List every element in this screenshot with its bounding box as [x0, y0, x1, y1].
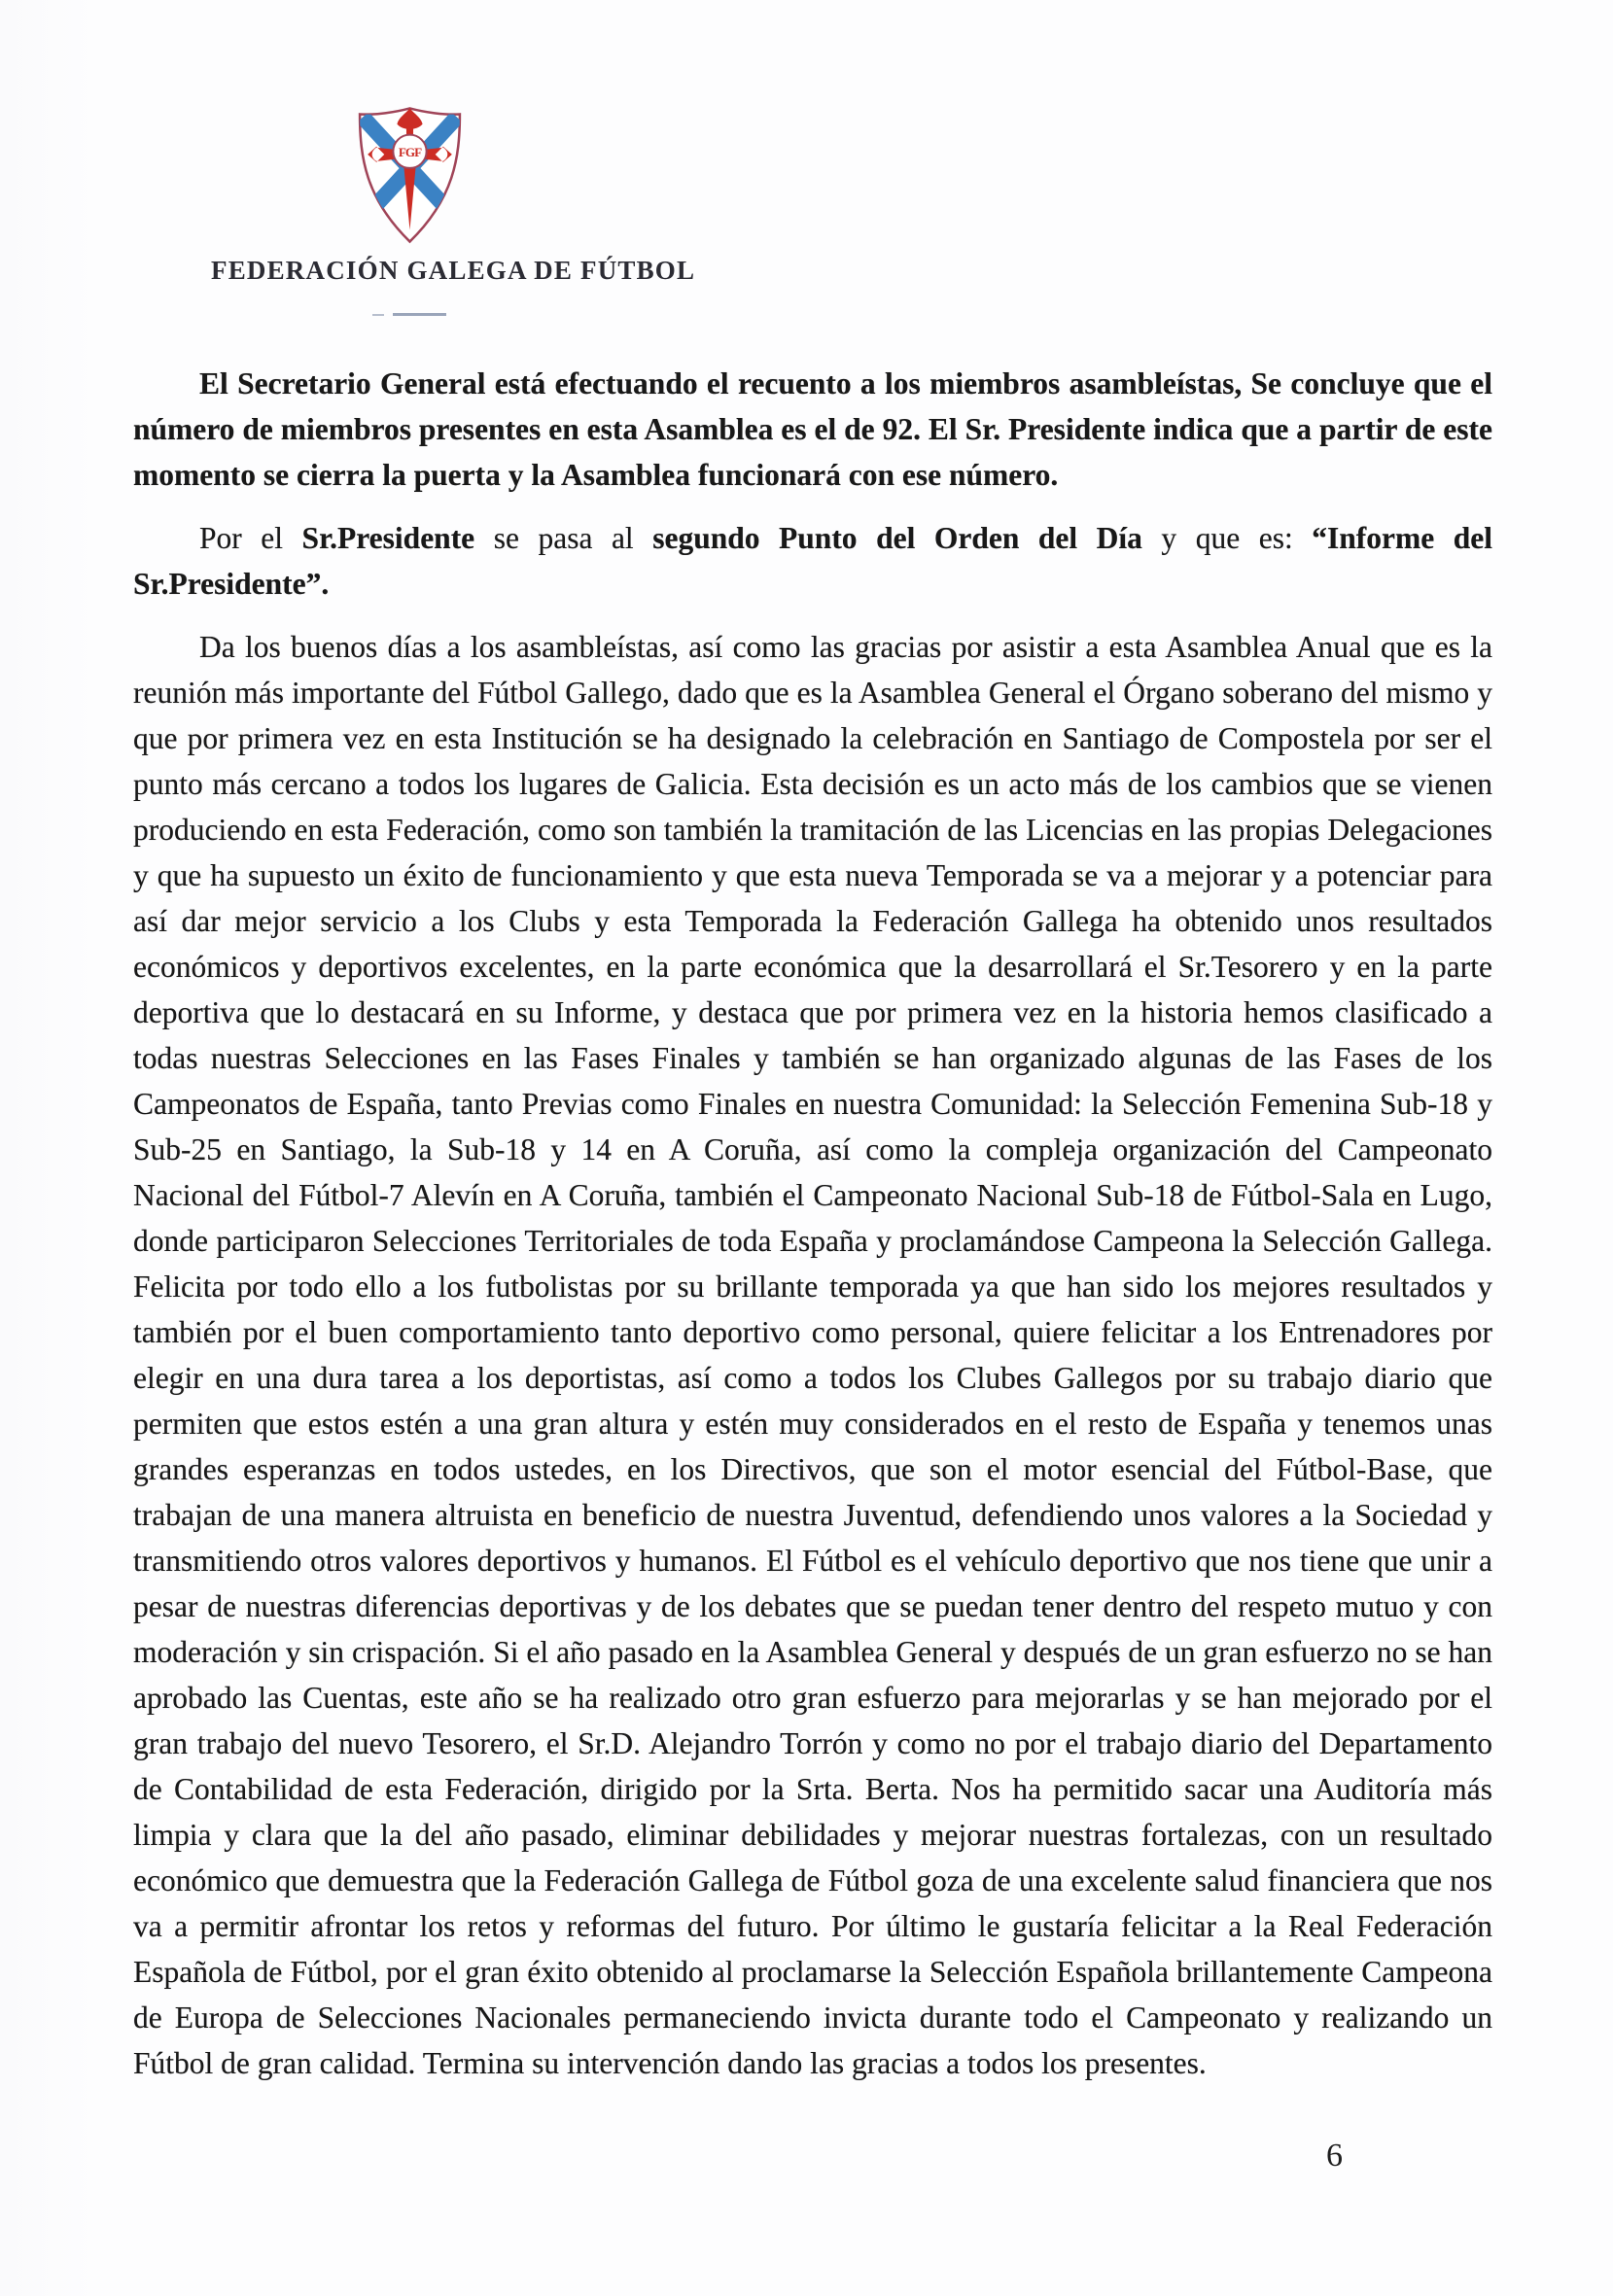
- divider-mark: [372, 314, 384, 316]
- text-run: segundo Punto del Orden del Día: [652, 521, 1142, 555]
- page-number: 6: [1326, 2138, 1343, 2174]
- divider-mark: [393, 313, 446, 316]
- fgf-crest-logo: [351, 103, 469, 247]
- org-name-header: FEDERACIÓN GALEGA DE FÚTBOL: [211, 256, 696, 285]
- header-divider: [372, 313, 450, 317]
- text-run: “Informe del Sr.Presidente”.: [133, 521, 1492, 601]
- text-run: se pasa al: [474, 521, 653, 555]
- text-run: Por el: [199, 521, 302, 555]
- text-run: y que es:: [1141, 521, 1313, 555]
- paragraph: [133, 361, 1492, 498]
- text-run: El Secretario General está efectuando el recuento a los miembros asambleístas, Se concluye que el número de miembros presentes en esta Asamblea es el de 92. El Sr. Presidente indica que a partir de este momento se cierra la puerta y la Asamblea funcionará con ese número.: [133, 366, 1492, 492]
- text-run: Da los buenos días a los asambleístas, así como las gracias por asistir a esta Asamblea Anual que es la reunión más importante del Fútbol Gallego, dado que es la Asamblea General el Órgano soberano del mismo y que por primera vez en esta Institución se ha designado la celebración en Santiago de Compostela por ser el punto más cercano a todos los lugares de Galicia. Esta decisión es un acto más de los cambios que se vienen produciendo en esta Federación, como son también la tramitación de las Licencias en las propias Delegaciones y que ha supuesto un éxito de funcionamiento y que esta nueva Temporada se va a mejorar y a potenciar para así dar mejor servicio a los Clubs y esta Temporada la Federación Gallega ha obtenido unos resultados económicos y deportivos excelentes, en la parte económica que la desarrollará el Sr.Tesorero y en la parte deportiva que lo destacará en su Informe, y destaca que por primera vez en la historia hemos clasificado a todas nuestras Selecciones en las Fases Finales y también se han organizado algunas de las Fases de los Campeonatos de España, tanto Previas como Finales en nuestra Comunidad: la Selección Femenina Sub-18 y Sub-25 en Santiago, la Sub-18 y 14 en A Coruña, así como la compleja organización del Campeonato Nacional del Fútbol-7 Alevín en A Coruña, también el Campeonato Nacional Sub-18 de Fútbol-Sala en Lugo, donde participaron Selecciones Territoriales de toda España y proclamándose Campeona la Selección Gallega. Felicita por todo ello a los futbolistas por su brillante temporada ya que han sido los mejores resultados y también por el buen comportamiento tanto deportivo como personal, quiere felicitar a los Entrenadores por elegir en una dura tarea a los deportistas, así como a todos los Clubes Gallegos por su trabajo diario que permiten que estos estén a una gran altura y estén muy considerados en el resto de España y tenemos unas grandes esperanzas en todos ustedes, en los Directivos, que son el motor esencial del Fútbol-Base, que trabajan de una manera altruista en beneficio de nuestra Juventud, defendiendo unos valores a la Sociedad y transmitiendo otros valores deportivos y humanos. El Fútbol es el vehículo deportivo que nos tiene que unir a pesar de nuestras diferencias deportivas y de los debates que se puedan tener dentro del respeto mutuo y con moderación y sin crispación. Si el año pasado en la Asamblea General y después de un gran esfuerzo no se han aprobado las Cuentas, este año se ha realizado otro gran esfuerzo para mejorarlas y se han mejorado por el gran trabajo del nuevo Tesorero, el Sr.D. Alejandro Torrón y como no por el trabajo diario del Departamento de Contabilidad de esta Federación, dirigido por la Srta. Berta. Nos ha permitido sacar una Auditoría más limpia y clara que la del año pasado, eliminar debilidades y mejorar nuestras fortalezas, con un resultado económico que demuestra que la Federación Gallega de Fútbol goza de una excelente salud financiera que nos va a permitir afrontar los retos y reformas del futuro. Por último le gustaría felicitar a la Real Federación Española de Fútbol, por el gran éxito obtenido al proclamarse la Selección Española brillantemente Campeona de Europa de Selecciones Nacionales permaneciendo invicta durante todo el Campeonato y realizando un Fútbol de gran calidad. Termina su intervención dando las gracias a todos los presentes.: [133, 630, 1492, 2080]
- paragraph: [133, 515, 1492, 607]
- monogram-text: FGF: [398, 144, 422, 159]
- text-run: Sr.Presidente: [301, 521, 475, 555]
- paragraph: [133, 624, 1492, 2086]
- document-body: [133, 361, 1492, 2104]
